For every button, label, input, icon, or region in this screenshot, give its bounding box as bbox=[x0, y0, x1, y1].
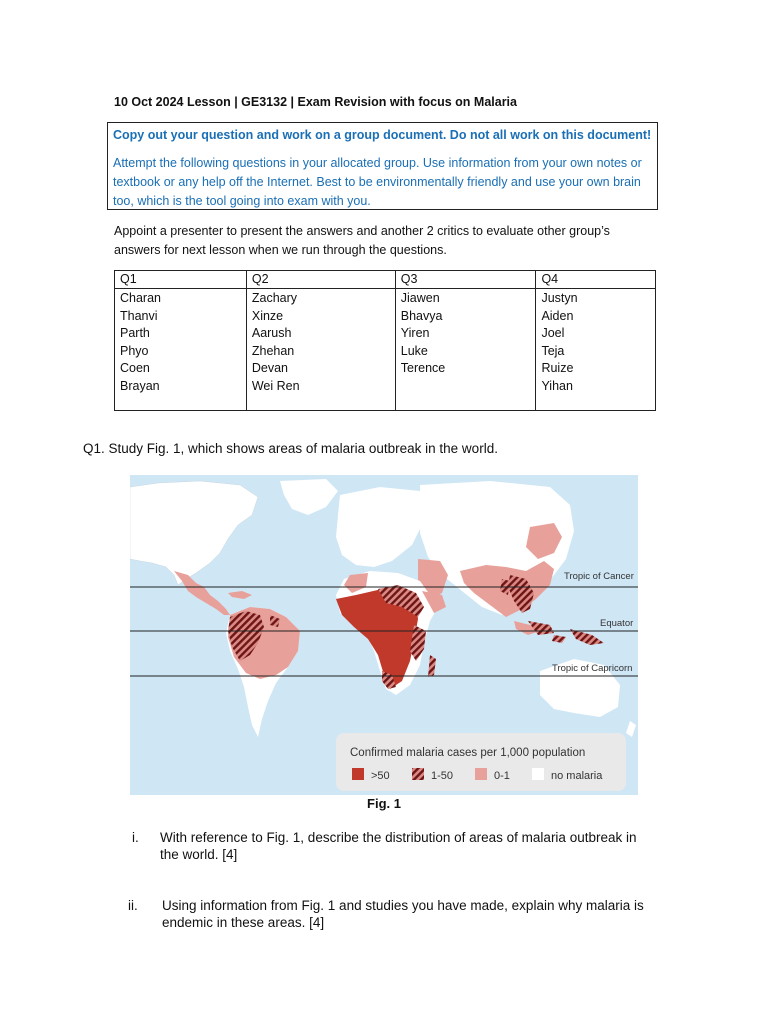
member-name: Charan bbox=[120, 291, 161, 305]
legend-label-high: >50 bbox=[371, 770, 390, 782]
legend-title: Confirmed malaria cases per 1,000 population bbox=[350, 747, 586, 759]
member-name: Parth bbox=[120, 326, 150, 341]
member-name: Thanvi bbox=[120, 308, 158, 323]
legend-label-low: 0-1 bbox=[494, 770, 510, 782]
group-header-q4: Q4 bbox=[536, 271, 656, 289]
instructions-box bbox=[107, 122, 658, 210]
group-header-q2: Q2 bbox=[246, 271, 395, 289]
tropic-of-cancer-label: Tropic of Cancer bbox=[564, 571, 634, 582]
member-name: Aiden bbox=[541, 308, 574, 323]
subquestion-text: With reference to Fig. 1, describe the distribution of areas of malaria outbreak in the world. [4] bbox=[160, 830, 637, 862]
group-members-q4 bbox=[536, 289, 656, 411]
member-name: Jiawen bbox=[400, 291, 440, 305]
group-header-q3: Q3 bbox=[395, 271, 536, 289]
member-name: Ruize bbox=[541, 361, 574, 376]
member-name: Luke bbox=[400, 343, 428, 358]
member-name: Devan bbox=[251, 361, 288, 376]
subquestion-1 bbox=[132, 829, 652, 869]
member-name: Xinze bbox=[251, 308, 284, 323]
subquestion-number: ii. bbox=[128, 898, 138, 913]
member-name: Teja bbox=[541, 343, 565, 358]
member-name: Wei Ren bbox=[251, 378, 300, 393]
tropic-of-capricorn-label: Tropic of Capricorn bbox=[552, 663, 633, 674]
subquestion-number: i. bbox=[132, 830, 139, 845]
instruction-line-2: Attempt the following questions in your allocated group. Use information from your own notes or textbook or any help off the Internet. Best to be environmentally friendly and use your own brain too, which is the tool going into exam with you. bbox=[113, 156, 642, 208]
member-name: Aarush bbox=[251, 326, 292, 341]
legend-box bbox=[336, 733, 626, 791]
group-members-q3 bbox=[395, 289, 536, 411]
group-header-q1: Q1 bbox=[115, 271, 247, 289]
figure-caption: Fig. 1 bbox=[367, 796, 401, 811]
member-name: Yiren bbox=[400, 326, 430, 341]
member-name: Terence bbox=[400, 361, 446, 376]
map-legend bbox=[336, 733, 626, 791]
appoint-text: Appoint a presenter to present the answers and another 2 critics to evaluate other group’s answers for next lesson when we run through the questions. bbox=[114, 224, 610, 257]
group-table bbox=[114, 270, 656, 411]
member-name: Justyn bbox=[541, 291, 578, 305]
member-name: Phyo bbox=[120, 343, 149, 358]
group-members-q2 bbox=[246, 289, 395, 411]
legend-swatch-none bbox=[532, 768, 544, 780]
malaria-world-map bbox=[130, 475, 638, 795]
legend-swatch-low bbox=[475, 768, 487, 780]
member-name: Yihan bbox=[541, 378, 573, 393]
member-name: Joel bbox=[541, 326, 565, 341]
group-members-q1 bbox=[115, 289, 247, 411]
page-title: 10 Oct 2024 Lesson | GE3132 | Exam Revision with focus on Malaria bbox=[114, 95, 517, 109]
member-name: Zhehan bbox=[251, 343, 295, 358]
legend-swatch-medium bbox=[412, 768, 424, 780]
question-text: Q1. Study Fig. 1, which shows areas of malaria outbreak in the world. bbox=[83, 441, 498, 456]
legend-label-medium: 1-50 bbox=[431, 770, 454, 782]
group-table-header bbox=[115, 271, 656, 289]
subquestion-2 bbox=[128, 897, 648, 937]
equator-label: Equator bbox=[600, 618, 634, 629]
member-name: Zachary bbox=[251, 291, 298, 305]
legend-swatch-high bbox=[352, 768, 364, 780]
subquestion-text: Using information from Fig. 1 and studies you have made, explain why malaria is endemic in these areas. [4] bbox=[162, 898, 644, 930]
member-name: Coen bbox=[120, 361, 150, 376]
member-name: Brayan bbox=[120, 378, 160, 393]
group-table-row bbox=[115, 289, 656, 411]
member-name: Bhavya bbox=[400, 308, 443, 323]
instruction-line-1: Copy out your question and work on a group document. Do not all work on this document! bbox=[113, 128, 652, 142]
legend-label-none: no malaria bbox=[551, 770, 603, 782]
